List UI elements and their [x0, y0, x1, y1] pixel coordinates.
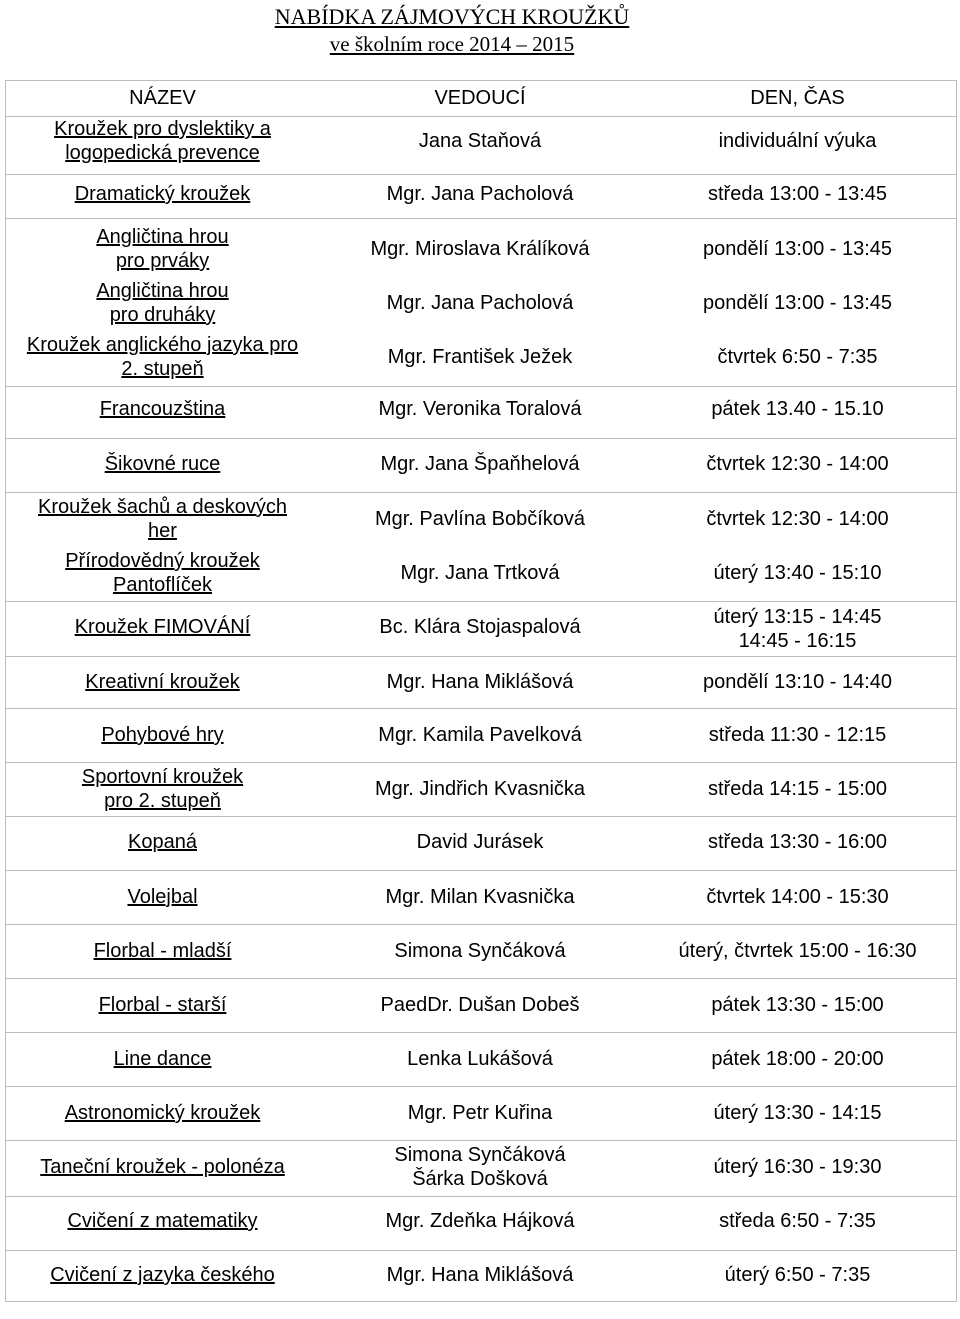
activity-name — [5, 1209, 320, 1233]
activity-leader — [330, 1047, 630, 1071]
activity-time-line: pondělí 13:00 - 13:45 — [702, 238, 893, 260]
activity-time — [640, 1209, 955, 1233]
activity-leader-line: Mgr. Zdeňka Hájková — [385, 1210, 575, 1232]
activity-time-line: středa 11:30 - 12:15 — [708, 724, 887, 746]
table-row — [0, 1263, 960, 1319]
activity-name-line: Florbal - mladší — [93, 940, 232, 962]
table-row — [0, 670, 960, 726]
activity-time — [640, 777, 955, 801]
activity-time — [640, 1263, 955, 1287]
activity-time-line: pátek 13:30 - 15:00 — [711, 994, 884, 1016]
activity-time — [640, 939, 955, 963]
activity-time — [640, 1047, 955, 1071]
activity-time-line: úterý 13:40 - 15:10 — [713, 562, 882, 584]
activity-name — [5, 993, 320, 1017]
activity-time — [640, 507, 955, 531]
activity-name-line: Dramatický kroužek — [74, 183, 251, 205]
activity-time-line: úterý 13:30 - 14:15 — [713, 1102, 882, 1124]
table-row — [0, 279, 960, 335]
activity-time — [640, 830, 955, 854]
header-time: DEN, ČAS — [750, 87, 845, 109]
activity-time-line: individuální výuka — [718, 130, 877, 152]
activity-name-line: Line dance — [113, 1048, 212, 1070]
activity-leader-line: Jana Staňová — [418, 130, 542, 152]
activity-name — [5, 615, 320, 639]
activity-name-line: Kroužek šachů a deskových — [37, 496, 288, 518]
activity-name-line: Volejbal — [127, 886, 198, 908]
activity-name — [5, 670, 320, 694]
activity-time — [640, 237, 955, 261]
activity-leader — [330, 452, 630, 476]
activity-time-line: čtvrtek 6:50 - 7:35 — [717, 346, 878, 368]
activity-time-line: středa 14:15 - 15:00 — [707, 778, 887, 800]
activity-name-line: Cvičení z jazyka českého — [50, 1264, 275, 1286]
activity-time — [640, 182, 955, 206]
activity-leader — [330, 182, 630, 206]
activity-leader-line: Mgr. Hana Miklášová — [386, 671, 574, 693]
activity-leader — [330, 723, 630, 747]
activity-time — [640, 291, 955, 315]
activity-leader-line: Mgr. Jana Pacholová — [386, 292, 574, 314]
activity-time — [640, 561, 955, 585]
activity-time — [640, 345, 955, 369]
activity-leader-line: Šárka Došková — [412, 1168, 548, 1190]
activity-name — [5, 723, 320, 747]
activity-name-line: Angličtina hrou — [96, 280, 229, 302]
activity-name-line: Pohybové hry — [101, 724, 224, 746]
activity-leader-line: PaedDr. Dušan Dobeš — [380, 994, 580, 1016]
activity-time-line: pátek 18:00 - 20:00 — [711, 1048, 884, 1070]
table-row — [0, 549, 960, 605]
activity-time — [640, 452, 955, 476]
activity-leader-line: Mgr. Milan Kvasnička — [385, 886, 575, 908]
activity-time — [640, 993, 955, 1017]
table-row — [0, 1143, 960, 1199]
row-divider — [5, 174, 957, 175]
activity-leader — [330, 129, 630, 153]
activity-leader — [330, 777, 630, 801]
activity-time — [640, 129, 955, 153]
document-subtitle: ve školním roce 2014 – 2015 — [329, 32, 575, 56]
activity-time — [640, 885, 955, 909]
activity-leader — [330, 615, 630, 639]
activity-name-line: logopedická prevence — [65, 142, 260, 164]
activity-name-line: 2. stupeň — [121, 358, 204, 380]
activity-leader-line: Mgr. Hana Miklášová — [386, 1264, 574, 1286]
activity-leader — [330, 345, 630, 369]
activity-name — [5, 830, 320, 854]
activity-name — [5, 765, 320, 813]
document-title: NABÍDKA ZÁJMOVÝCH KROUŽKŮ — [274, 4, 630, 29]
table-row — [0, 1047, 960, 1103]
activity-name — [5, 495, 320, 543]
activity-time-line: úterý 16:30 - 19:30 — [713, 1156, 882, 1178]
table-row — [0, 605, 960, 661]
activity-name-line: Pantoflíček — [113, 574, 212, 596]
activity-time-line: 14:45 - 16:15 — [738, 630, 857, 652]
table-row — [0, 993, 960, 1049]
activity-leader — [330, 885, 630, 909]
table-row — [0, 885, 960, 941]
activity-leader-line: Mgr. Jana Pacholová — [386, 183, 574, 205]
activity-leader-line: Simona Synčáková — [394, 940, 566, 962]
activity-name-line: Kroužek pro dyslektiky a — [54, 118, 271, 140]
activity-name-line: Angličtina hrou — [96, 226, 229, 248]
activity-leader-line: Mgr. Veronika Toralová — [378, 398, 582, 420]
activity-leader-line: David Jurásek — [416, 831, 544, 853]
activity-name — [5, 452, 320, 476]
activity-leader-line: Mgr. Jindřich Kvasnička — [374, 778, 586, 800]
activity-time-line: pondělí 13:00 - 13:45 — [702, 292, 893, 314]
activity-time-line: úterý 6:50 - 7:35 — [724, 1264, 871, 1286]
activity-time-line: čtvrtek 14:00 - 15:30 — [706, 886, 889, 908]
activity-name-line: Florbal - starší — [98, 994, 227, 1016]
activity-name — [5, 549, 320, 597]
activity-time — [640, 605, 955, 653]
activity-time-line: úterý, čtvrtek 15:00 - 16:30 — [678, 940, 917, 962]
table-row — [0, 117, 960, 173]
activity-name — [5, 1263, 320, 1287]
activity-time-line: úterý 13:15 - 14:45 — [713, 606, 882, 628]
activity-name-line: Kroužek anglického jazyka pro — [26, 334, 299, 356]
activity-time — [640, 670, 955, 694]
activity-name — [5, 117, 320, 165]
table-row — [0, 397, 960, 453]
table-row — [0, 765, 960, 821]
header-leader: VEDOUCÍ — [434, 87, 526, 109]
activity-time — [640, 723, 955, 747]
activity-leader-line: Mgr. František Ježek — [387, 346, 573, 368]
activity-time-line: středa 13:00 - 13:45 — [707, 183, 887, 205]
table-row — [0, 1209, 960, 1265]
activity-name-line: Přírodovědný kroužek — [65, 550, 260, 572]
activity-leader-line: Simona Synčáková — [394, 1144, 566, 1166]
activity-time — [640, 1101, 955, 1125]
activity-leader — [330, 1101, 630, 1125]
activity-leader — [330, 670, 630, 694]
activity-name — [5, 1101, 320, 1125]
activity-leader-line: Mgr. Petr Kuřina — [407, 1102, 553, 1124]
activity-name — [5, 182, 320, 206]
activity-name — [5, 333, 320, 381]
activity-leader — [330, 993, 630, 1017]
activity-leader — [330, 1263, 630, 1287]
activity-name-line: pro prváky — [115, 250, 210, 272]
activity-name-line: Francouzština — [99, 398, 226, 420]
activity-name-line: Cvičení z matematiky — [67, 1210, 258, 1232]
activity-leader-line: Mgr. Kamila Pavelková — [378, 724, 582, 746]
header-name: NÁZEV — [129, 87, 196, 109]
activity-name — [5, 397, 320, 421]
activity-leader — [330, 507, 630, 531]
activity-time — [640, 397, 955, 421]
activity-leader — [330, 830, 630, 854]
activity-leader — [330, 237, 630, 261]
activity-name — [5, 1047, 320, 1071]
activity-time-line: pondělí 13:10 - 14:40 — [702, 671, 893, 693]
activity-leader-line: Mgr. Pavlína Bobčíková — [374, 508, 586, 530]
activity-leader-line: Mgr. Jana Trtková — [400, 562, 560, 584]
table-row — [0, 939, 960, 995]
activity-leader-line: Mgr. Miroslava Králíková — [370, 238, 590, 260]
activity-time-line: středa 13:30 - 16:00 — [707, 831, 887, 853]
table-row — [0, 225, 960, 281]
activity-name — [5, 279, 320, 327]
activity-name-line: Sportovní kroužek — [81, 766, 244, 788]
activity-name-line: Kreativní kroužek — [85, 671, 240, 693]
activity-time-line: středa 6:50 - 7:35 — [719, 1210, 876, 1232]
activity-name-line: Taneční kroužek - polonéza — [40, 1156, 285, 1178]
activity-time-line: čtvrtek 12:30 - 14:00 — [706, 453, 889, 475]
activity-name — [5, 885, 320, 909]
activity-name-line: pro 2. stupeň — [104, 790, 221, 812]
activity-name-line: Kopaná — [128, 831, 197, 853]
activity-time — [640, 1155, 955, 1179]
activity-name — [5, 939, 320, 963]
activity-leader — [330, 1209, 630, 1233]
activity-leader — [330, 291, 630, 315]
activity-name-line: her — [148, 520, 177, 542]
table-row — [0, 333, 960, 389]
activity-name — [5, 1155, 320, 1179]
activity-leader-line: Bc. Klára Stojaspalová — [379, 616, 581, 638]
activity-name-line: pro druháky — [109, 304, 216, 326]
activity-time-line: čtvrtek 12:30 - 14:00 — [706, 508, 889, 530]
activity-name-line: Šikovné ruce — [104, 453, 221, 475]
activity-leader-line: Mgr. Jana Špaňhelová — [380, 453, 580, 475]
table-row — [0, 495, 960, 551]
activity-name-line: Astronomický kroužek — [64, 1102, 261, 1124]
activity-name — [5, 225, 320, 273]
table-row — [0, 830, 960, 886]
activity-leader — [330, 1143, 630, 1191]
activity-time-line: pátek 13.40 - 15.10 — [711, 398, 884, 420]
activity-leader — [330, 561, 630, 585]
activity-leader-line: Lenka Lukášová — [407, 1048, 553, 1070]
activity-leader — [330, 397, 630, 421]
activity-leader — [330, 939, 630, 963]
activity-name-line: Kroužek FIMOVÁNÍ — [74, 616, 251, 638]
